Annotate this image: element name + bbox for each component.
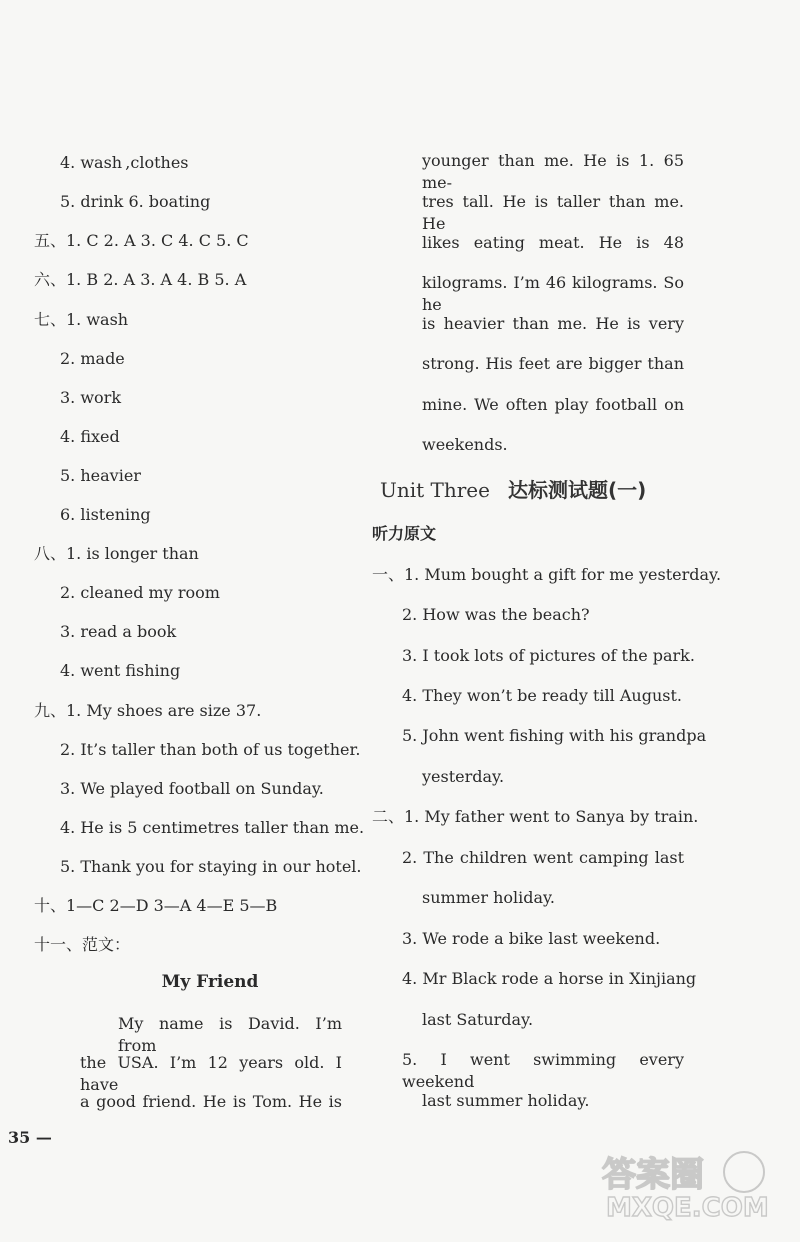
answer-line: 2. made [60, 349, 125, 368]
answer-line: 2. cleaned my room [60, 583, 220, 602]
essay-line [422, 353, 684, 375]
answer-line: 2. It’s taller than both of us together. [60, 740, 361, 759]
essay-line-text: mine. We often play football on [422, 395, 684, 414]
answer-line: 3. read a book [60, 622, 177, 641]
answer-line: 3. We played football on Sunday. [60, 779, 324, 798]
watermark-circle-icon [724, 1152, 764, 1192]
transcript-line [402, 1049, 684, 1093]
essay-line [422, 232, 684, 254]
essay-line [422, 394, 684, 416]
answer-line: 六、1. B 2. A 3. A 4. B 5. A [34, 270, 247, 289]
essay-line-text: strong. His feet are bigger than [422, 354, 684, 373]
essay-line-text: a good friend. He is Tom. He is [80, 1092, 342, 1111]
essay-title: My Friend [161, 972, 259, 992]
answer-line: 五、1. C 2. A 3. C 4. C 5. C [34, 231, 249, 250]
essay-line [422, 150, 684, 194]
transcript-line: 二、1. My father went to Sanya by train. [372, 807, 699, 826]
essay-line [422, 313, 684, 335]
watermark-bottom-text: MXQE.COM [606, 1193, 769, 1223]
unit-heading-cn: 达标测试题(一) [507, 478, 647, 502]
essay-line-text: is heavier than me. He is very [422, 314, 684, 333]
essay-line [422, 191, 684, 235]
answer-line: 3. work [60, 388, 122, 407]
unit-heading-en: Unit Three [380, 478, 490, 502]
essay-line [80, 1052, 342, 1096]
answer-line: 5. heavier [60, 466, 141, 485]
essay-line [422, 272, 684, 316]
answer-line: 十、1—C 2—D 3—A 4—E 5—B [34, 896, 278, 915]
transcript-line: 5. John went fishing with his grandpa [402, 726, 707, 745]
transcript-line: 4. They won’t be ready till August. [402, 686, 682, 705]
answer-line: 八、1. is longer than [34, 544, 199, 563]
essay-line-text: the USA. I’m 12 years old. I have [80, 1053, 342, 1094]
essay-line-text: kilograms. I’m 46 kilograms. So he [422, 273, 684, 314]
transcript-line-text: 2. The children went camping last [402, 848, 684, 867]
transcript-line: last summer holiday. [422, 1091, 590, 1110]
transcript-line: summer holiday. [422, 888, 556, 907]
essay-line-text: younger than me. He is 1. 65 me- [422, 151, 684, 192]
answer-line: 4. fixed [60, 427, 120, 446]
transcript-line-text: 5. I went swimming every weekend [402, 1050, 684, 1091]
essay-line: weekends. [422, 435, 508, 454]
transcript-line: last Saturday. [422, 1010, 534, 1029]
answer-line: 6. listening [60, 505, 151, 524]
transcript-line: 3. We rode a bike last weekend. [402, 929, 661, 948]
transcript-line [402, 847, 684, 869]
answer-line: 5. drink 6. boating [60, 192, 211, 211]
answer-line: 九、1. My shoes are size 37. [34, 701, 262, 720]
page-number: 35 — [8, 1128, 52, 1147]
essay-line-text: likes eating meat. He is 48 [422, 233, 684, 252]
watermark-graphic [592, 1146, 782, 1224]
answer-line: 5. Thank you for staying in our hotel. [60, 857, 362, 876]
answer-line: 十一、范文： [34, 935, 131, 954]
answer-line: 七、1. wash [34, 310, 129, 329]
transcript-line: 一、1. Mum bought a gift for me yesterday. [372, 565, 722, 584]
essay-line-text: tres tall. He is taller than me. He [422, 192, 684, 233]
answer-line: 4. He is 5 centimetres taller than me. [60, 818, 365, 837]
watermark-logo [592, 1146, 782, 1224]
transcript-line: 3. I took lots of pictures of the park. [402, 646, 695, 665]
answer-line: 4. went fishing [60, 661, 181, 680]
answer-line: 4. wash ,clothes [60, 153, 189, 172]
essay-line [80, 1091, 342, 1113]
watermark-top-text: 答案圈 [602, 1155, 704, 1195]
listening-transcript-heading: 听力原文 [372, 524, 437, 543]
transcript-line: yesterday. [422, 767, 505, 786]
essay-line-text: My name is David. I’m from [118, 1014, 342, 1055]
transcript-line: 4. Mr Black rode a horse in Xinjiang [402, 969, 697, 988]
transcript-line: 2. How was the beach? [402, 605, 590, 624]
unit-heading [380, 476, 646, 504]
essay-line [118, 1013, 342, 1057]
